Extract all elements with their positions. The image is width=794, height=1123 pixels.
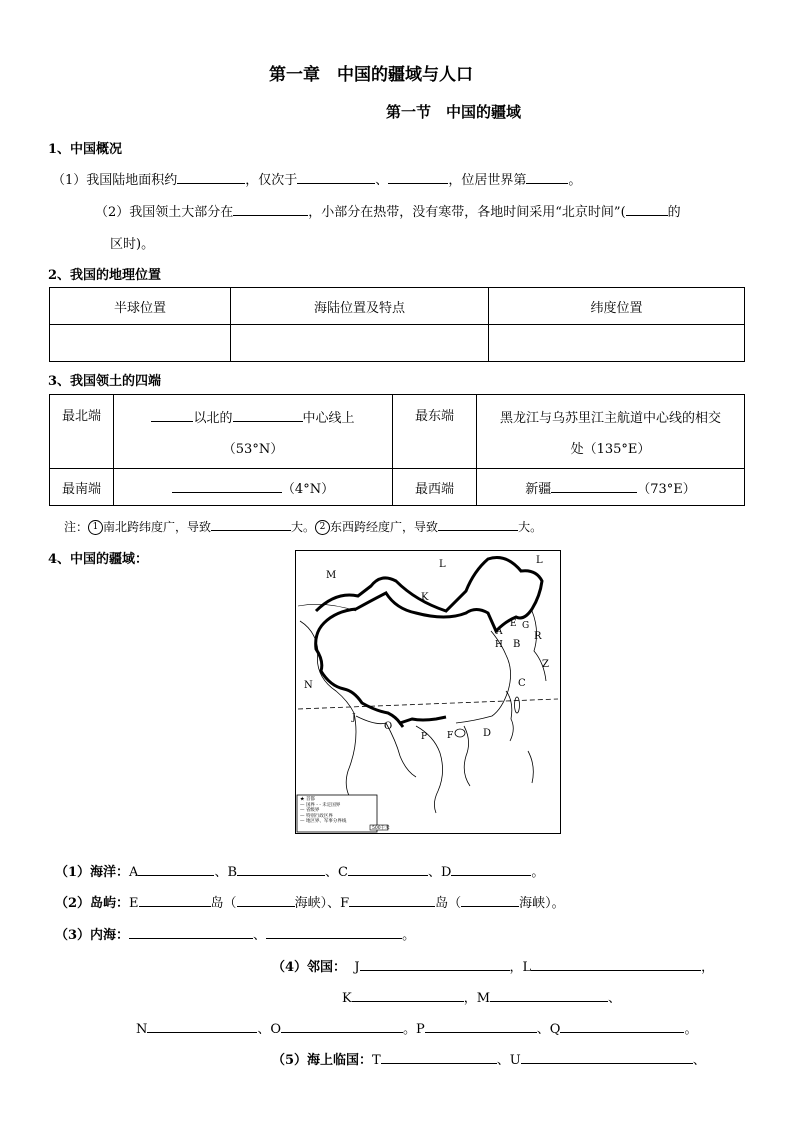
blank-note-1[interactable] xyxy=(211,516,291,531)
location-table xyxy=(49,287,745,362)
south-cell: （4°N） xyxy=(114,469,393,506)
section-1-line-2: （2）我国领土大部分在 ，小部分在热带，没有寒带，各地时间采用“北京时间”( 的 xyxy=(95,201,681,220)
cell-land-sea-answer[interactable] xyxy=(231,325,489,362)
extremities-table xyxy=(49,394,745,506)
north-coordinate: （53°N） xyxy=(222,442,284,457)
china-territory-map xyxy=(295,550,561,834)
blank-note-2[interactable] xyxy=(438,516,518,531)
blank-neighbor-o[interactable] xyxy=(281,1018,403,1033)
map-label-e: E xyxy=(510,619,517,629)
blank-neighbor-n[interactable] xyxy=(147,1018,257,1033)
question-seas: （1）海洋：A 、B 、C 、D 。 xyxy=(55,861,544,880)
header-hemisphere: 半球位置 xyxy=(50,288,231,325)
blank-rank[interactable] xyxy=(526,169,568,184)
blank-area[interactable] xyxy=(177,169,245,184)
blank-south[interactable] xyxy=(172,478,282,493)
blank-sea-b[interactable] xyxy=(237,861,325,876)
blank-strait-e[interactable] xyxy=(237,892,295,907)
cell-latitude-answer[interactable] xyxy=(489,325,745,362)
map-label-p: P xyxy=(421,732,428,742)
blank-sea-d[interactable] xyxy=(451,861,531,876)
header-land-sea: 海陆位置及特点 xyxy=(231,288,489,325)
west-cell: 新疆 （73°E） xyxy=(477,469,745,506)
east-cell: 黑龙江与乌苏里江主航道中心线的相交 处（135°E） xyxy=(477,395,745,469)
west-label: 最西端 xyxy=(393,469,477,506)
map-label-l-2: L xyxy=(536,555,543,566)
map-label-f: F xyxy=(447,731,454,741)
blank-north-channel[interactable] xyxy=(233,407,303,422)
map-label-d: D xyxy=(483,728,492,739)
map-label-n: N xyxy=(304,680,313,691)
map-label-m: M xyxy=(326,570,337,581)
cell-hemisphere-answer[interactable] xyxy=(50,325,231,362)
map-label-l-1: L xyxy=(439,559,446,570)
blank-inland-sea-2[interactable] xyxy=(266,924,402,939)
map-label-o: O xyxy=(384,721,393,732)
east-label: 最东端 xyxy=(393,395,477,469)
blank-north-river[interactable] xyxy=(151,407,193,422)
blank-time-zone[interactable] xyxy=(626,201,668,216)
map-label-r: R xyxy=(534,631,542,642)
blank-island-e[interactable] xyxy=(139,892,211,907)
section-title: 第一节 中国的疆域 xyxy=(386,103,522,121)
blank-sea-c[interactable] xyxy=(348,861,428,876)
blank-inland-sea-1[interactable] xyxy=(129,924,253,939)
south-label: 最南端 xyxy=(50,469,114,506)
blank-strait-f[interactable] xyxy=(461,892,519,907)
north-label: 最北端 xyxy=(50,395,114,469)
question-neighbors-line-1: （4）邻国： J ，L ， xyxy=(272,956,714,975)
chapter-title: 第一章 中国的疆域与人口 xyxy=(269,65,473,85)
map-label-b: B xyxy=(513,639,521,650)
map-label-c: C xyxy=(518,678,526,689)
north-cell: 以北的 中心线上 （53°N） xyxy=(114,395,393,469)
section-4-heading: 4、中国的疆域： xyxy=(48,552,149,567)
blank-island-f[interactable] xyxy=(349,892,435,907)
map-legend: ★ 首都 — 国界 - - 未定国界 — 省级界 — 特别行政区界 — 地区界、军事分界线 xyxy=(300,797,347,824)
question-neighbors-line-2: K ，M 、 xyxy=(342,987,621,1006)
question-maritime-neighbors: （5）海上临国：T 、U 、 xyxy=(272,1049,706,1068)
header-latitude: 纬度位置 xyxy=(489,288,745,325)
section-1-heading: 1、中国概况 xyxy=(48,142,123,157)
extremities-note: 注： 1 南北跨纬度广，导致 大。 2 东西跨经度广，导致 大。 xyxy=(64,516,542,535)
blank-neighbor-m[interactable] xyxy=(490,987,608,1002)
blank-west[interactable] xyxy=(551,478,637,493)
map-label-g: G xyxy=(522,621,530,631)
map-label-a: A xyxy=(496,627,503,637)
map-scale: 500千米 xyxy=(372,826,390,831)
section-2-heading: 2、我国的地理位置 xyxy=(48,268,162,283)
section-1-line-1: （1）我国陆地面积约 ，仅次于 、 ，位居世界第 。 xyxy=(52,169,581,188)
map-label-j: J xyxy=(352,713,356,723)
blank-maritime-t[interactable] xyxy=(381,1049,497,1064)
section-1-line-3: 区时)。 xyxy=(110,237,155,252)
blank-neighbor-k[interactable] xyxy=(352,987,464,1002)
blank-temperate-zone[interactable] xyxy=(233,201,308,216)
map-label-k: K xyxy=(421,592,429,603)
question-inland-seas: （3）内海： 、 。 xyxy=(55,924,415,943)
blank-neighbor-j[interactable] xyxy=(360,956,510,971)
blank-neighbor-p[interactable] xyxy=(425,1018,537,1033)
blank-country-2[interactable] xyxy=(388,169,448,184)
blank-maritime-u[interactable] xyxy=(521,1049,693,1064)
map-label-h: H xyxy=(495,640,503,650)
blank-neighbor-q[interactable] xyxy=(560,1018,684,1033)
map-label-z: Z xyxy=(542,659,549,670)
blank-neighbor-l[interactable] xyxy=(531,956,701,971)
blank-sea-a[interactable] xyxy=(138,861,214,876)
question-neighbors-line-3: N 、O 。P 、Q 。 xyxy=(136,1018,697,1037)
section-3-heading: 3、我国领土的四端 xyxy=(48,374,162,389)
question-islands: （2）岛屿：E 岛（ 海峡）、F 岛（ 海峡）。 xyxy=(55,892,565,911)
blank-country-1[interactable] xyxy=(297,169,375,184)
